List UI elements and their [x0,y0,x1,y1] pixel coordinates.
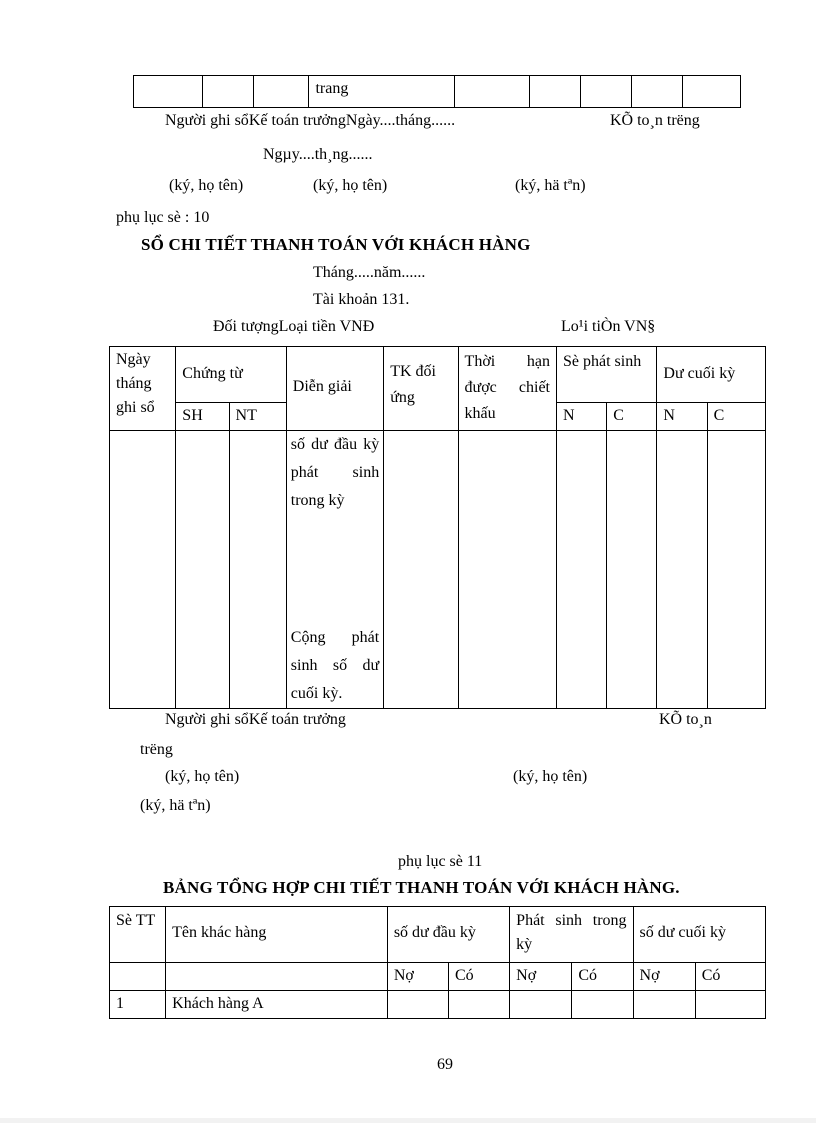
sign-label-3: (ký, hä tªn) [515,177,586,194]
body-cell [657,431,707,709]
row-1-name: Khách hàng A [166,991,388,1019]
body-dien-giai [286,431,383,709]
sign-label-2: (ký, họ tên) [313,177,388,194]
sign-last-10: (ký, hä tªn) [140,797,211,814]
top-cell-trang: trang [309,76,455,108]
body-cell [176,431,229,709]
signature-line-1 [165,112,455,130]
header-so-du-cuoi-ky: số dư cuối kỳ [633,907,765,963]
label-ke-toan-truong: Kế toán trưởng [248,711,346,728]
label-truong-10: trëng [140,741,173,758]
body-cell [110,431,176,709]
header-so-du-dau-ky: số dư đầu kỳ [387,907,509,963]
row-1-cell [633,991,695,1019]
label-nguoi-ghi-so: Người ghi sổ [165,112,249,129]
body-cell [384,431,458,709]
appendix-11-table [109,906,766,1019]
body-cell [556,431,606,709]
body-cell [707,431,765,709]
header-no-2: Nợ [510,963,572,991]
header-co-2: Có [572,963,633,991]
sub-cell [110,963,166,991]
label-ngay-thang: Ngày....tháng...... [345,112,456,129]
top-table-fragment [133,75,741,108]
row-1-cell [510,991,572,1019]
header-no-3: Nợ [633,963,695,991]
header-dien-giai: Diễn giải [286,347,383,431]
object-line: Đối tượngLoại tiền VNĐ [213,318,375,335]
header-n1: N [556,403,606,431]
appendix-10-title: SỔ CHI TIẾT THANH TOÁN VỚI KHÁCH HÀNG [141,235,531,254]
top-cell [631,76,682,108]
dien-giai-top: số dư đầu kỳ phát sinh trong kỳ [290,436,380,509]
header-c2: C [707,403,765,431]
account-line: Tài khoản 131. [313,291,410,308]
row-1-cell [387,991,448,1019]
page-number: 69 [437,1056,453,1073]
header-phat-sinh: Phát sinh trong kỳ [510,907,633,963]
month-line: Tháng.....năm...... [313,264,426,281]
body-cell [458,431,556,709]
row-1-cell [449,991,510,1019]
header-ten-khach-hang: Tên khác hàng [166,907,388,963]
top-cell [529,76,580,108]
row-1-cell [572,991,633,1019]
header-co-3: Có [695,963,765,991]
sign-mid-10: (ký, họ tên) [513,768,588,785]
header-c1: C [607,403,657,431]
top-cell [254,76,309,108]
header-ngay: Ngày tháng ghi sổ [110,347,176,431]
label-nguoi-ghi-so: Người ghi sổ [165,711,249,728]
body-cell [229,431,286,709]
row-1-cell [695,991,765,1019]
date-line-2: Ngµy....th¸ng...... [263,146,373,163]
header-thoi-han: Thời hạn được chiết khấu [458,347,556,431]
appendix-11-title: BẢNG TỔNG HỢP CHI TIẾT THANH TOÁN VỚI KHÁCH HÀNG. [163,878,680,897]
page-bottom-edge [0,1118,816,1123]
label-ke-toan-right-10: KÕ to¸n [659,711,712,728]
header-nt: NT [229,403,286,431]
sub-cell [166,963,388,991]
top-cell [455,76,529,108]
header-sh: SH [176,403,229,431]
header-co-1: Có [449,963,510,991]
header-no-1: Nợ [387,963,448,991]
header-n2: N [657,403,707,431]
signature-line-10 [165,711,346,729]
header-tk-doi-ung: TK đối ứng [384,347,458,431]
row-1-stt: 1 [110,991,166,1019]
top-cell [682,76,740,108]
appendix-11-label: phụ lục sè 11 [398,853,483,870]
dien-giai-bottom: Cộng phát sinh số dư cuối kỳ. [290,629,380,702]
header-du-cuoi-ky: Dư cuối kỳ [657,347,766,403]
top-cell [203,76,254,108]
appendix-10-table [109,346,766,709]
currency-right: Lo¹i tiÒn VN§ [561,318,656,335]
header-stt: Sè TT [110,907,166,963]
sign-left-10: (ký, họ tên) [165,768,240,785]
top-cell [580,76,631,108]
appendix-10-label: phụ lục sè : 10 [116,209,210,226]
label-ke-toan-truong: Kế toán trưởng [248,112,346,129]
body-cell [607,431,657,709]
header-chung-tu: Chứng từ [176,347,286,403]
sign-label-1: (ký, họ tên) [169,177,244,194]
label-ke-toan-right: KÕ to¸n trëng [610,112,700,129]
header-so-phat-sinh: Sè phát sinh [556,347,656,403]
top-cell [134,76,203,108]
